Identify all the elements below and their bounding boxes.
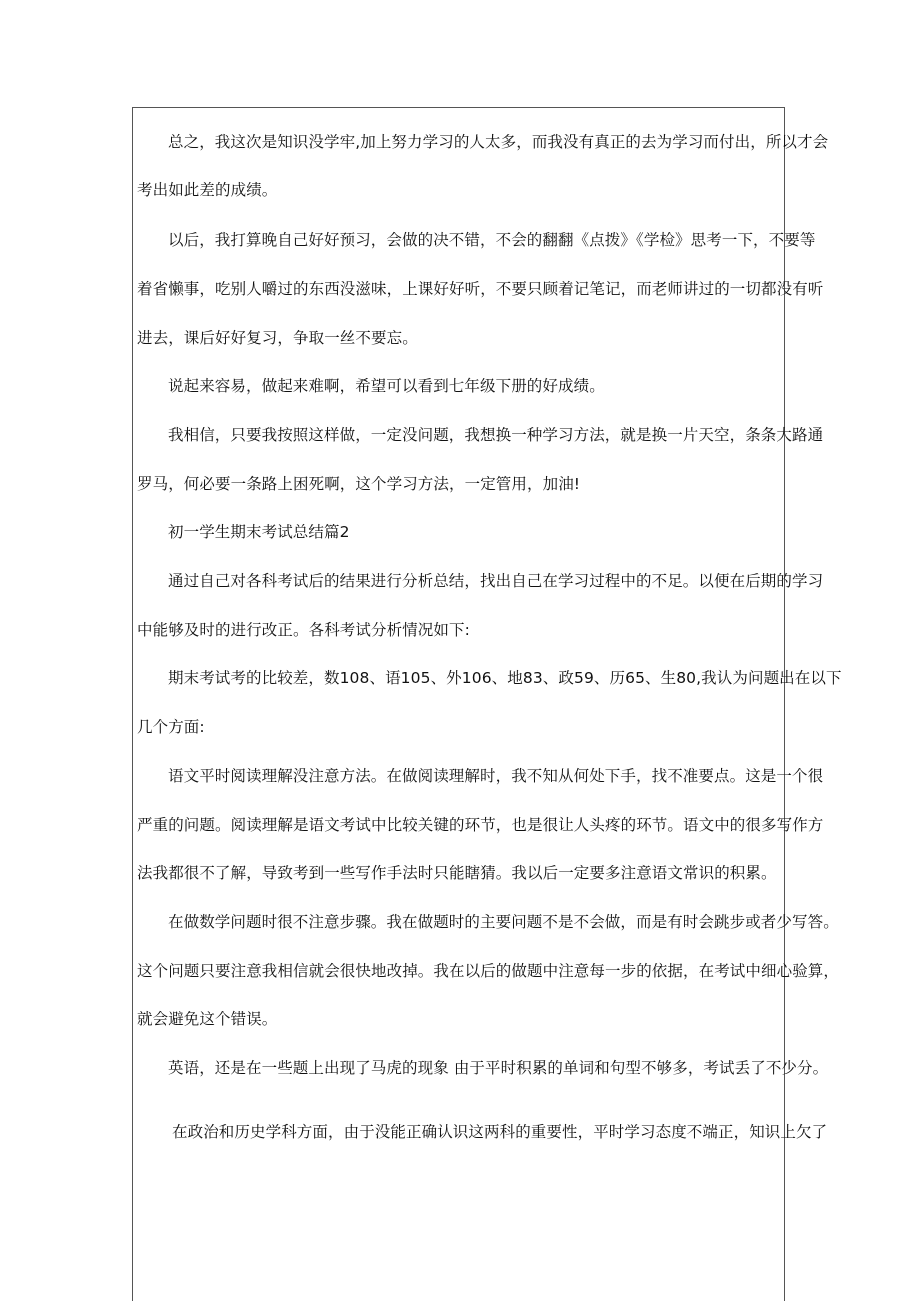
paragraph-line: 几个方面:	[137, 718, 205, 736]
paragraph-line: 总之，我这次是知识没学牢,加上努力学习的人太多，而我没有真正的去为学习而付出，所以才会	[168, 133, 829, 151]
paragraph-line: 罗马，何必要一条路上困死啊，这个学习方法，一定管用，加油!	[137, 475, 581, 493]
paragraph-line: 这个问题只要注意我相信就会很快地改掉。我在以后的做题中注意每一步的依据，在考试中细心验算，	[137, 962, 840, 980]
paragraph-line: 英语，还是在一些题上出现了马虎的现象 由于平时积累的单词和句型不够多，考试丢了不少分。	[168, 1059, 829, 1077]
paragraph-line: 严重的问题。阅读理解是语文考试中比较关键的环节，也是很让人头疼的环节。语文中的很多写作方	[137, 816, 824, 834]
paragraph-line: 中能够及时的进行改正。各科考试分析情况如下:	[137, 621, 470, 639]
paragraph-line: 着省懒事，吃别人嚼过的东西没滋味，上课好好听，不要只顾着记笔记，而老师讲过的一切都没有听	[137, 280, 824, 298]
paragraph-line: 在做数学问题时很不注意步骤。我在做题时的主要问题不是不会做，而是有时会跳步或者少写答。	[168, 913, 839, 931]
paragraph-line: 通过自己对各科考试后的结果进行分析总结，找出自己在学习过程中的不足。以便在后期的学习	[168, 572, 824, 590]
paragraph-line: 我相信，只要我按照这样做，一定没问题，我想换一种学习方法，就是换一片天空，条条大路通	[168, 426, 824, 444]
paragraph-line: 进去，课后好好复习，争取一丝不要忘。	[137, 329, 418, 347]
paragraph-line: 考出如此差的成绩。	[137, 181, 278, 199]
section-heading: 初一学生期末考试总结篇2	[168, 523, 350, 541]
paragraph-line: 语文平时阅读理解没注意方法。在做阅读理解时，我不知从何处下手，找不准要点。这是一个很	[168, 767, 824, 785]
paragraph-line: 以后，我打算晚自己好好预习，会做的决不错，不会的翻翻《点拨》《学检》思考一下，不要等	[168, 231, 816, 249]
paragraph-line: 在政治和历史学科方面，由于没能正确认识这两科的重要性，平时学习态度不端正，知识上欠了	[172, 1123, 828, 1141]
paragraph-line: 说起来容易，做起来难啊，希望可以看到七年级下册的好成绩。	[168, 377, 605, 395]
paragraph-line: 期末考试考的比较差，数108、语105、外106、地83、政59、历65、生80,我认为问题出在以下	[168, 669, 842, 687]
paragraph-line: 法我都很不了解，导致考到一些写作手法时只能瞎猜。我以后一定要多注意语文常识的积累。	[137, 864, 777, 882]
paragraph-line: 就会避免这个错误。	[137, 1010, 278, 1028]
